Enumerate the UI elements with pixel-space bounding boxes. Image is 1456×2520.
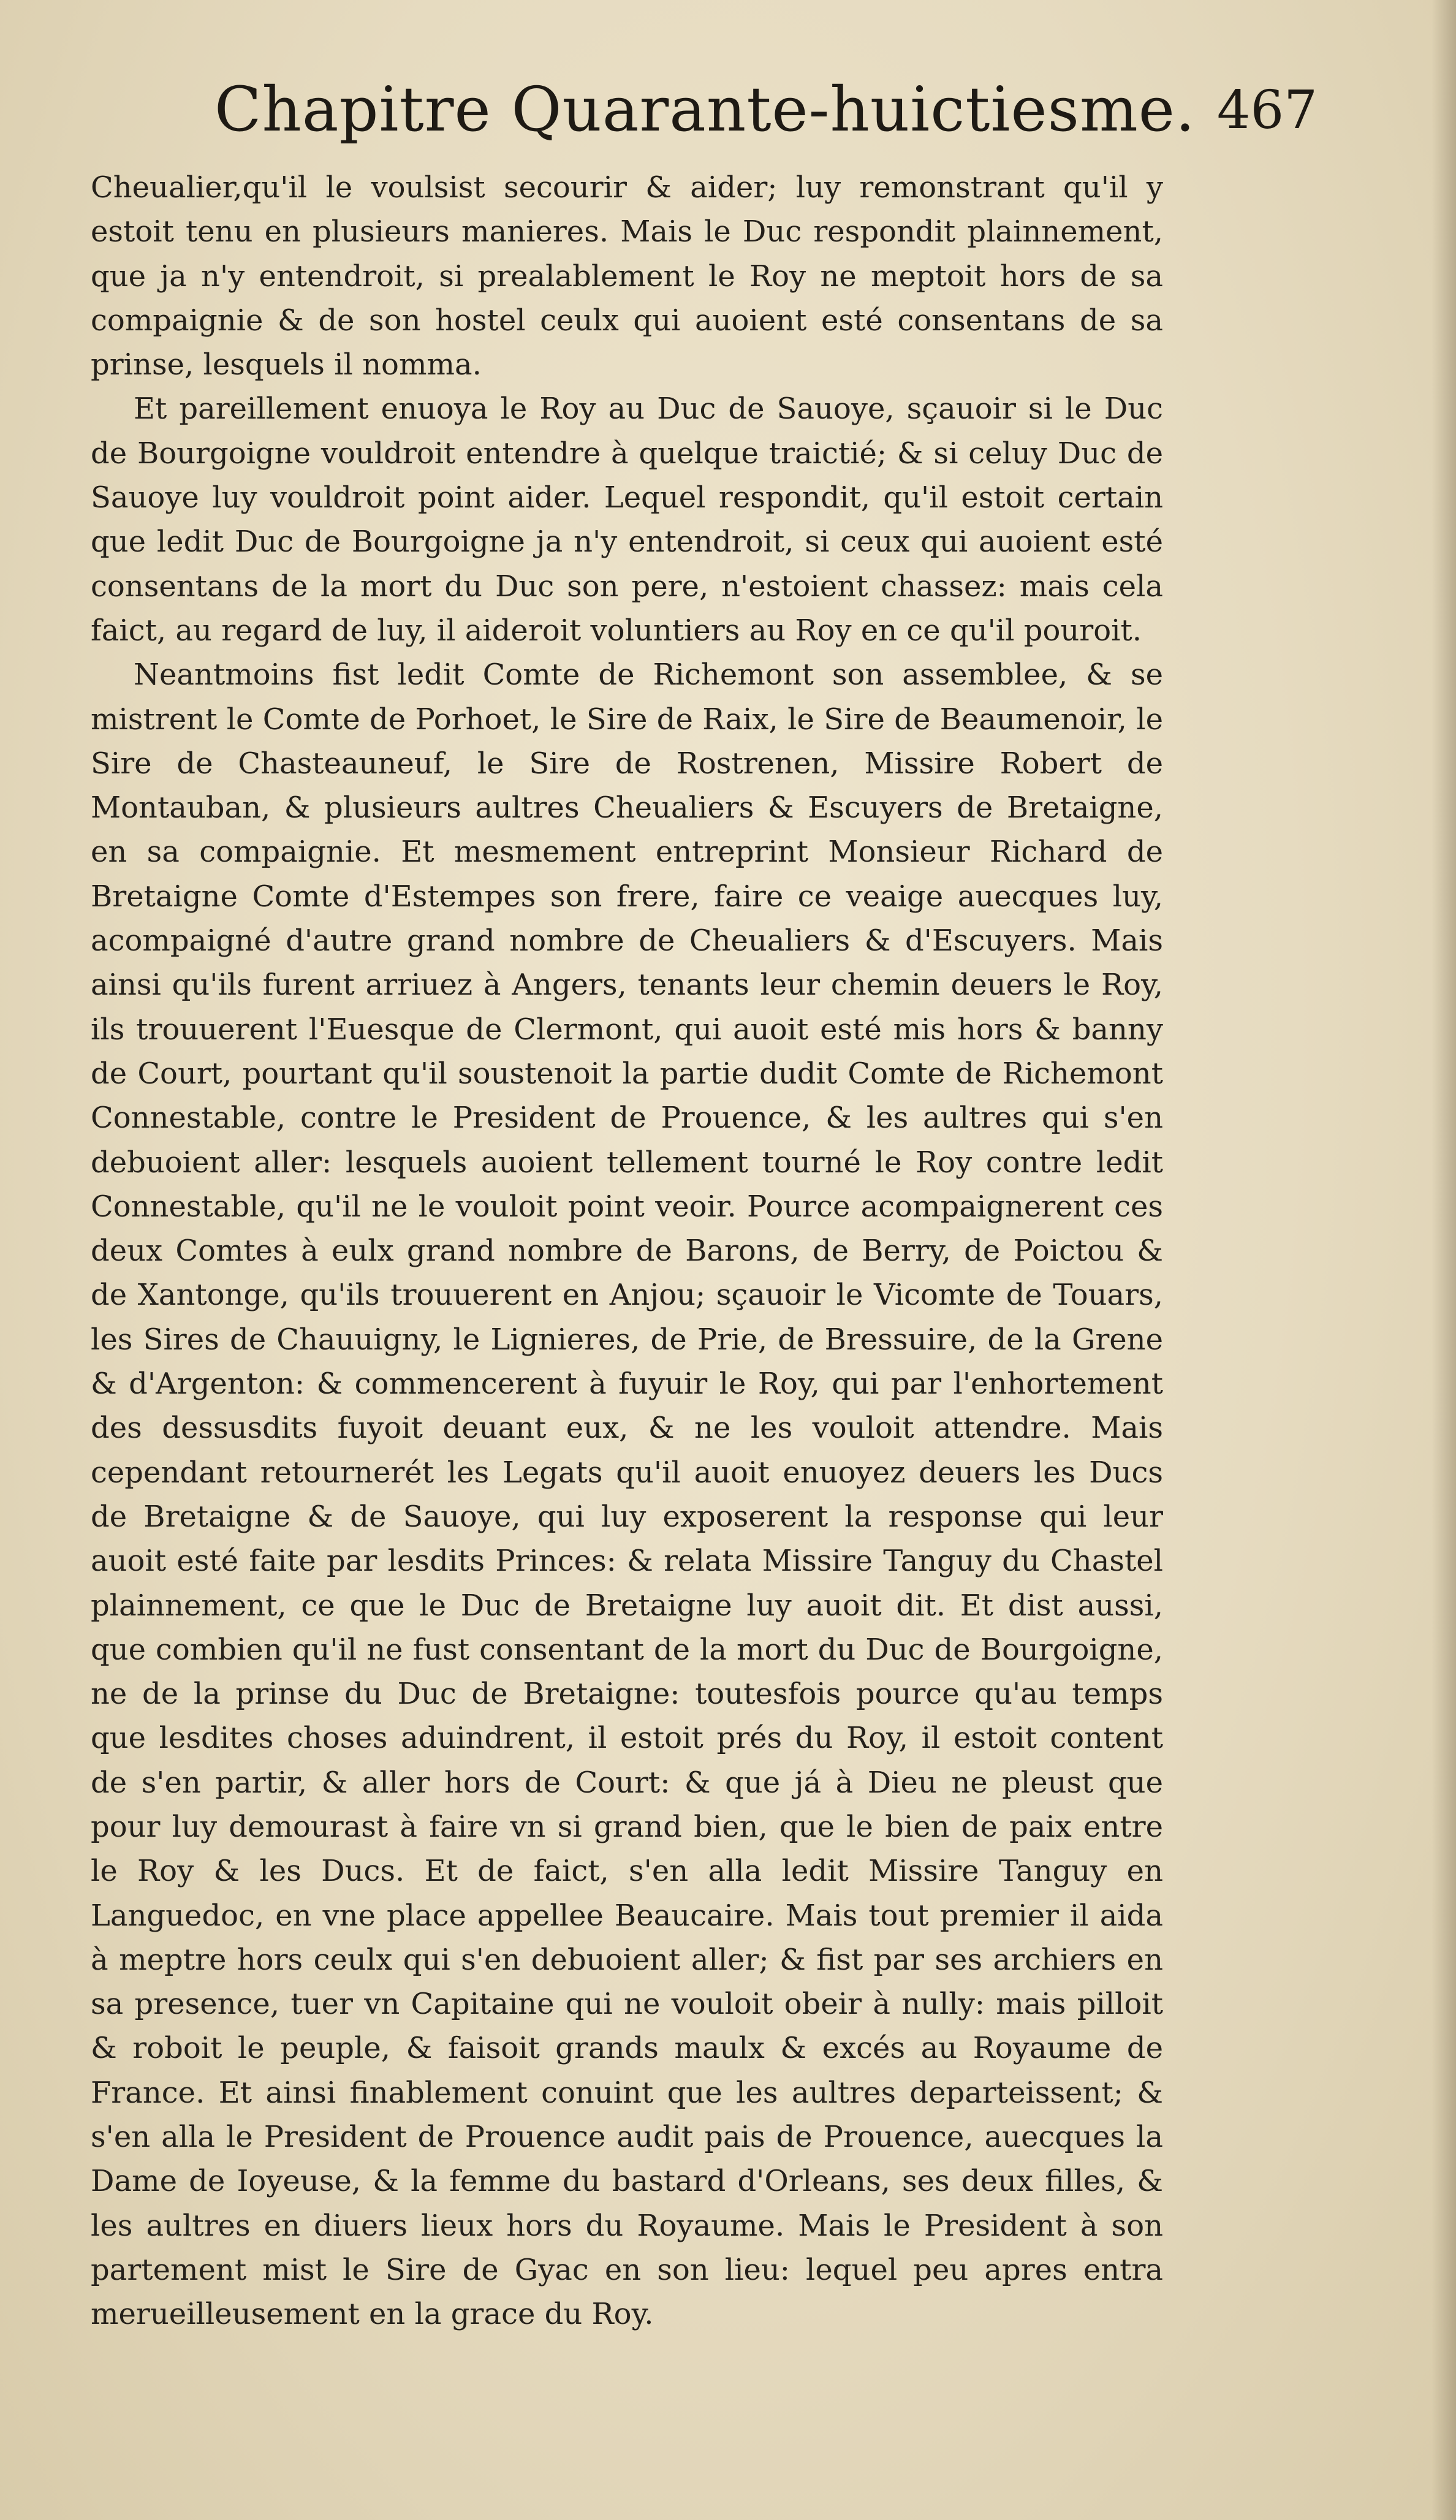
page-edge-shadow — [1431, 0, 1456, 2520]
page-number: 467 — [1216, 80, 1318, 141]
paragraph-1: Cheualier,qu'il le voulsist secourir & aider; luy remonstrant qu'il y estoit tenu en plusieurs manieres. Mais le Duc respondit plainnement, que ja n'y entendroit, si prealablement le Roy ne meptoit hors de sa compaignie & de son hostel ceulx qui auoient esté consentans de sa prinse, lesquels il nomma. — [91, 170, 1163, 382]
paragraph-3: Neantmoins fist ledit Comte de Richemont son assemblee, & se mistrent le Comte de Porhoet, le Sire de Raix, le Sire de Beaumenoir, le Sire de Chasteauneuf, le Sire de Rostrenen, Missire Robert de Montauban, & plusieurs aultres Cheualiers & Escuyers de Bretaigne, en sa compaignie. Et mesmement entreprint Monsieur Richard de Bretaigne Comte d'Estempes son frere, faire ce veaige auecques luy, acompaigné d'autre grand nombre de Cheualiers & d'Escuyers. Mais ainsi qu'ils furent arriuez à Angers, tenants leur chemin deuers le Roy, ils trouuerent l'Euesque de Clermont, qui auoit esté mis hors & banny de Court, pourtant qu'il soustenoit la partie dudit Comte de Richemont Connestable, contre le President de Prouence, & les aultres qui s'en debuoient aller: lesquels auoient tellement tourné le Roy contre ledit Connestable, qu'il ne le vouloit point veoir. Pource acompaignerent ces deux Comtes à eulx grand nombre de Barons, de Berry, de Poictou & de Xantonge, qu'ils trouuerent en Anjou; sçauoir le Vicomte de Touars, les Sires de Chauuigny, le Lignieres, de Prie, de Bressuire, de la Grene & d'Argenton: & commencerent à fuyuir le Roy, qui par l'enhortement des dessusdits fuyoit deuant eux, & ne les vouloit attendre. Mais cependant retournerét les Legats qu'il auoit enuoyez deuers les Ducs de Bretaigne & de Sauoye, qui luy exposerent la response qui leur auoit esté faite par lesdits Princes: & relata Missire Tanguy du Chastel plainnement, ce que le Duc de Bretaigne luy auoit dit. Et dist aussi, que combien qu'il ne fust consentant de la mort du Duc de Bourgoigne, ne de la prinse du Duc de Bretaigne: toutesfois pource qu'au temps que lesdites choses aduindrent, il estoit prés du Roy, il estoit content de s'en partir, & aller hors de Court: & que já à Dieu ne pleust que pour luy demourast à faire vn si grand bien, que le bien de paix entre le Roy & les Ducs. Et de faict, s'en alla ledit Missire Tanguy en Languedoc, en vne place appellee Beaucaire. Mais tout premier il aida à meptre hors ceulx qui s'en debuoient aller; & fist par ses archiers en sa presence, tuer vn Capitaine qui ne vouloit obeir à nully: mais pilloit & roboit le peuple, & faisoit grands maulx & excés au Royaume de France. Et ainsi finablement conuint que les aultres departeissent; & s'en alla le President de Prouence audit pais de Prouence, auecques la Dame de Ioyeuse, & la femme du bastard d'Orleans, ses deux filles, & les aultres en diuers lieux hors du Royaume. Mais le President à son partement mist le Sire de Gyac en son lieu: lequel peu apres entra merueilleusement en la grace du Roy. — [91, 658, 1163, 2332]
chapter-title: Chapitre Quarante-huictiesme. — [214, 74, 1196, 145]
paragraph-2: Et pareillement enuoya le Roy au Duc de Sauoye, sçauoir si le Duc de Bourgoigne vouldroit entendre à quelque traictié; & si celuy Duc de Sauoye luy vouldroit point aider. Lequel respondit, qu'il estoit certain que ledit Duc de Bourgoigne ja n'y entendroit, si ceux qui auoient esté consentans de la mort du Duc son pere, n'estoient chassez: mais cela faict, au regard de luy, il aideroit voluntiers au Roy en ce qu'il pouroit. — [91, 392, 1163, 648]
running-header — [214, 74, 1318, 153]
body-text — [91, 165, 1163, 2337]
